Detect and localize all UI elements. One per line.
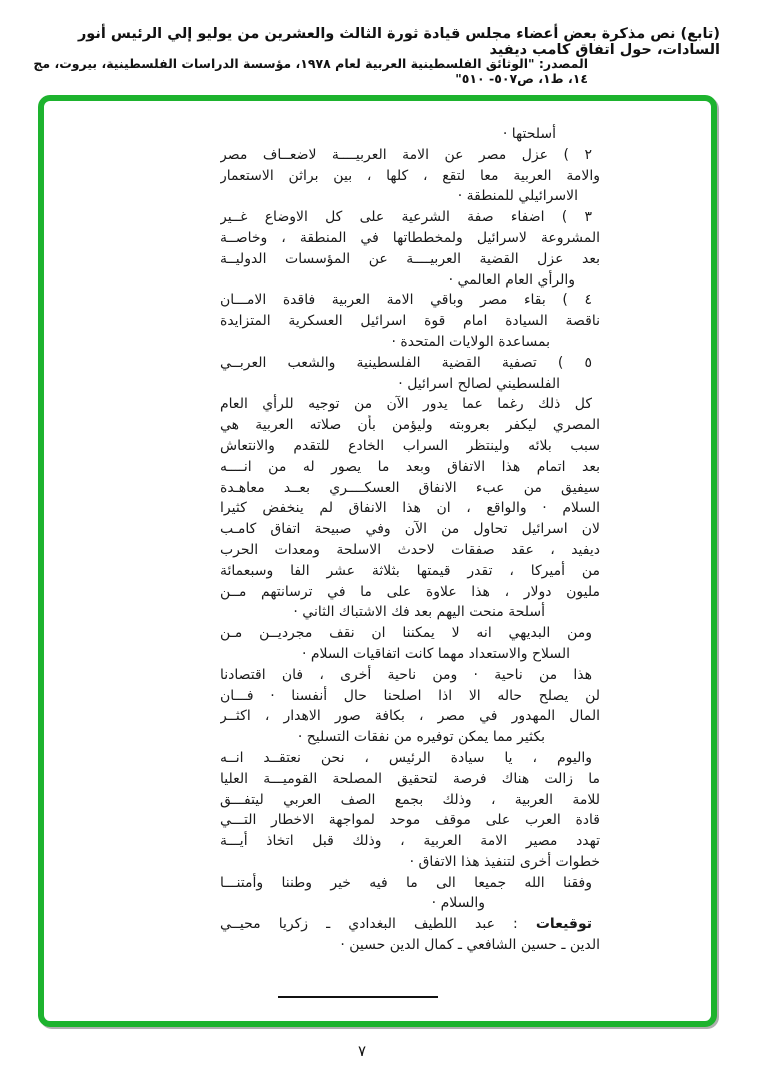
text-line: السلام · والواقع ، ان هذا الانفاق لم ينخفض كثيرا (220, 500, 600, 517)
document-text-column (220, 124, 600, 956)
text-line: قادة العرب على موقف موحد لمواجهة الاخطار التـــي (220, 812, 600, 829)
text-line: والسلام · (431, 895, 485, 912)
text-line: وفقنا الله جميعا الى ما فيه خير وطننا وأمتنـــا (220, 874, 592, 891)
text-line: هذا من ناحية · ومن ناحية أخرى ، فان اقتصادنا (220, 666, 592, 683)
page-number: ٧ (357, 1042, 367, 1060)
document-header-title: (تابع) نص مذكرة بعض أعضاء مجلس قيادة ثورة الثالث والعشرين من يوليو إلي الرئيس أنور السادات، حول اتفاق كامب ديفيد (77, 26, 720, 58)
text-line: من أميركا ، تقدر قيمتها بثلاثة عشر الفا وسبعمائة (220, 562, 600, 579)
text-line: الدين ـ حسين الشافعي ـ كمال الدين حسين · (340, 937, 600, 954)
text-line: أسلحة منحت اليهم بعد فك الاشتباك الثاني · (293, 604, 545, 621)
text-line: ما زالت هناك فرصة لتحقيق المصلحة القوميـــة العليا (220, 770, 600, 787)
text-line: الفلسطيني لصالح اسرائيل · (398, 375, 560, 392)
text-line: سبب بلائه ولينتظر السراب الخادع للتقدم والانتعاش (220, 437, 600, 454)
text-line: للامة العربية ، وذلك بجمع الصف العربي ليتفـــق (220, 791, 600, 808)
text-line: الاسرائيلي للمنطقة · (457, 188, 578, 205)
text-line: أسلحتها · (502, 126, 556, 142)
text-line: ومن البديهي انه لا يمكننا ان نقف مجرديــن مـن (220, 625, 592, 642)
text-line: والرأي العام العالمي · (448, 271, 575, 288)
text-line: بعد عزل القضية العربيــــة عن المؤسسات الدوليــة (220, 250, 600, 267)
text-line: بعد اتمام هذا الاتفاق وبعد ما يصور له من انــــه (220, 458, 600, 475)
text-line: ديفيد ، عقد صفقات لاحدث الاسلحة ومعدات الحرب (220, 541, 600, 558)
text-line: سيفيق من عبء الانفاق العسكــــري بعــد معاهـدة (220, 479, 600, 496)
text-line: ٢ ) عزل مصر عن الامة العربيــــة لاضعــاف مصر (220, 146, 592, 163)
text-line: السلاح والاستعداد مهما كانت اتفاقيات السلام · (301, 645, 570, 662)
text-line: واليوم ، يا سيادة الرئيس ، نحن نعتقــد انــه (220, 749, 592, 766)
text-line: ٤ ) بقاء مصر وباقي الامة العربية فاقدة الامـــان (220, 292, 592, 309)
text-line: المصري ليكفر بعروبته وليؤمن بأن صلاته العربية هي (220, 417, 600, 434)
document-header-source: المصدر: "الوثائق الفلسطينية العربية لعام ١٩٧٨، مؤسسة الدراسات الفلسطينية، بيروت، مج ١٤، ط١، ص٥٠٧- ٥١٠" (33, 56, 588, 86)
footnote-divider-line (278, 996, 438, 998)
text-line: ٥ ) تصفية القضية الفلسطينية والشعب العربــي (220, 354, 592, 371)
text-line: بمساعدة الولايات المتحدة · (391, 333, 550, 350)
text-line: مليون دولار ، هذا علاوة على ما في ترسانتهم مــن (220, 583, 600, 600)
text-line: كل ذلك رغما عما يدور الآن من توجيه للرأي العام (220, 396, 592, 413)
text-line: المشروعة لاسرائيل ولمخططاتها في المنطقة ، وخاصــة (220, 229, 600, 246)
text-line: لان اسرائيل تحاول من الآن وفي صبيحة اتفاق كامـب (220, 521, 600, 538)
text-line: ناقصة السيادة امام قوة اسرائيل العسكرية المتزايدة (220, 313, 600, 330)
text-line: بكثير مما يمكن توفيره من نفقات التسليح · (297, 729, 545, 746)
text-line: ٣ ) اضفاء صفة الشرعية على كل الاوضاع غــير (220, 209, 592, 226)
text-line: والامة العربية معا لتقع ، كلها ، بين براثن الاستعمار (220, 167, 600, 184)
text-line: لن يصلح حاله الا اذا اصلحنا حال أنفسنا · فـــان (220, 687, 600, 704)
text-line: المال المهدور في مصر ، بكافة صور الاهدار ، اكثــر (220, 708, 600, 725)
text-line: توقيعات : عبد اللطيف البغدادي ـ زكريا محيــي (220, 916, 592, 933)
text-line: تهدد مصير الامة العربية ، وذلك قبل اتخاذ أيـــة (220, 833, 600, 850)
text-line: خطوات أخرى لتنفيذ هذا الاتفاق · (409, 853, 600, 870)
